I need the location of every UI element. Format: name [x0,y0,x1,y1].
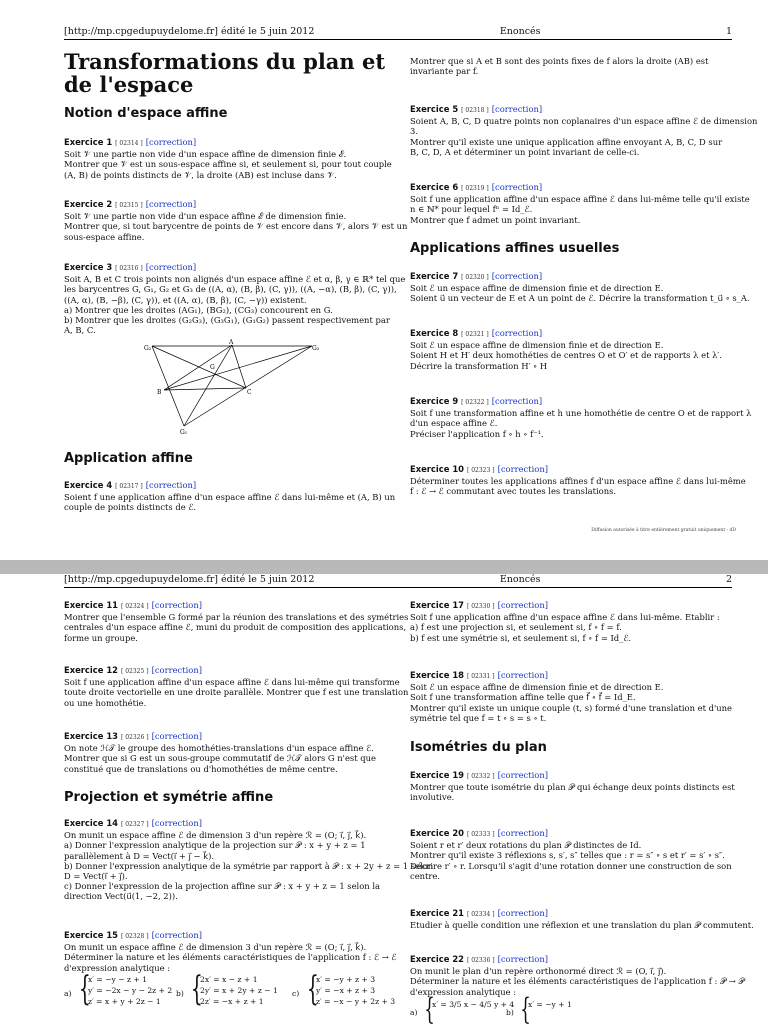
exercise-line: On munit un espace affine ℰ de dimension 3 d'un repère ℛ = (O; i⃗, j⃗, k⃗). [64,830,367,841]
exercise-line: On note ℋ𝒯 le groupe des homothéties-translations d'un espace affine ℰ. [64,743,374,754]
system-c: x′ = −y + z + 3 y′ = −x + z + 3 z′ = −x − y + 2z + 3 [316,974,396,1006]
header-section: Enoncés [499,26,541,37]
exercise-line: D = Vect(i⃗ + j⃗). [64,871,128,882]
brace: { [520,991,531,1027]
exercise-line: f : ℰ → ℰ commutant avec toutes les translations. [410,486,617,497]
exercise-18 [410,670,740,723]
exercise-line: constitué que de translations ou d'homothéties de même centre. [64,763,338,774]
exercise-line: sous-espace affine. [64,231,145,242]
brace: { [78,968,91,1009]
exercise-number: Exercice 19 [410,770,464,780]
exercise-number: Exercice 13 [64,731,118,741]
exercise-code: [ 02336 ] [466,957,495,964]
exercise-number: Exercice 1 [64,137,113,147]
exercise-line: Montrer que f admet un point invariant. [410,214,581,225]
exercise-3 [64,262,406,336]
exercise-line: Déterminer la nature et les éléments caractéristiques de l'application f : 𝒫 → 𝒫 [410,976,745,987]
exercise-line: (A, B) de points distincts de 𝒱, la droite (AB) est incluse dans 𝒱. [64,169,337,180]
exercise-line: b) Montrer que les droites (G₂G₃), (G₃G₁), (G₁G₂) passent respectivement par [64,315,390,326]
exercise-line: Etudier à quelle condition une réflexion et une translation du plan 𝒫 commutent. [410,920,754,931]
exercise-line: ou une homothétie. [64,697,147,708]
exercise-line: On munit un espace affine ℰ de dimension 3 d'un repère ℛ = (O; i⃗, j⃗, k⃗). [64,942,367,953]
figure-label-a: A [229,339,234,346]
correction-link[interactable]: [correction] [145,199,197,209]
header-page-number: 1 [725,26,732,37]
exercise-line: Montrer qu'il existe un unique couple (t, s) formé d'une translation et d'une [410,702,733,713]
exercise-1 [64,137,394,180]
exercise-line: forme un groupe. [64,632,138,643]
exercise-line: Soit 𝒱 une partie non vide d'un espace affine ℰ de dimension finie. [64,211,347,222]
exercise-line: Soient r et r′ deux rotations du plan 𝒫 distinctes de Id. [410,840,642,851]
exercise-number: Exercice 3 [64,262,113,272]
exercise-4 [64,480,394,513]
exercise-number: Exercice 6 [410,182,459,192]
exercise-line: Soit f une transformation affine et h une homothétie de centre O et de rapport λ [410,408,752,419]
correction-link[interactable]: [correction] [497,908,548,918]
exercise-5 [410,104,758,157]
exercise-number: Exercice 2 [64,199,113,209]
exercise-line: b) Donner l'expression analytique de la symétrie par rapport à 𝒫 : x + 2y + z = 1 selon [64,860,434,871]
exercise-code: [ 02316 ] [115,265,143,272]
exercise-7 [410,271,750,304]
exercise-number: Exercice 18 [410,670,464,680]
correction-link[interactable]: [correction] [497,954,548,964]
exercise-line: Soient H et H′ deux homothéties de centres O et O′ et de rapports λ et λ′. [410,350,722,361]
section-heading: Application affine [64,451,193,466]
exercise-line: b) f est une symétrie si, et seulement si, f ∘ f = Id_ℰ. [410,632,632,643]
exercise-code: [ 02334 ] [466,911,495,918]
exercise-line: n ∈ ℕ* pour lequel fⁿ = Id_ℰ. [410,204,533,215]
system-b: x′ = −y + 1 [528,999,572,1009]
exercise-line: Montrer que 𝒱 est un sous-espace affine si, et seulement si, pour tout couple [64,159,392,170]
exercise-line: Préciser l'application f ∘ h ∘ f⁻¹. [410,428,544,439]
exercise-code: [ 02318 ] [461,107,489,114]
exercise-line: Déterminer la nature et les éléments caractéristiques de l'application f : ℰ → ℰ [64,952,397,963]
exercise-line: Soit A, B et C trois points non alignés d'un espace affine ℰ et α, β, γ ∈ ℝ* tel que [64,274,406,285]
exercise-line: Soit f une application affine d'un espace affine ℰ dans lui-même qui transforme [64,677,400,688]
correction-link[interactable]: [correction] [151,665,202,675]
exercise-line: Soit 𝒱 une partie non vide d'un espace affine de dimension finie ℰ. [64,149,347,160]
exercise-code: [ 02314 ] [115,140,143,147]
correction-link[interactable]: [correction] [497,770,548,780]
page-footer: Diffusion autorisée à titre entièrement gratuit uniquement - dD [591,528,736,533]
exercise-code: [ 02330 ] [466,603,495,610]
exercise-line: Montrer que toute isométrie du plan 𝒫 qui échange deux points distincts est [410,782,735,793]
system-tag: c) [292,988,300,998]
exercise-line: B, C, D, A et déterminer un point invariant de celle-ci. [410,146,640,157]
exercise-number: Exercice 10 [410,464,464,474]
exercise-number: Exercice 5 [410,104,459,114]
page-separator [0,560,768,574]
exercise-13 [64,731,394,774]
exercise-line: Montrer que l'ensemble G formé par la réunion des translations et des symétries [64,612,409,623]
exercise-line: A, B, C. [64,325,96,336]
brace: { [190,968,203,1009]
exercise-number: Exercice 11 [64,600,118,610]
exercise-17 [410,600,740,643]
exercise-line: Soient f une application affine d'un espace affine ℰ dans lui-même et (A, B) un [64,492,396,503]
correction-link[interactable]: [correction] [151,600,202,610]
system-tag: a) [64,988,72,998]
exercise-line: Montrer que si A et B sont des points fixes de f alors la droite (AB) est [410,56,709,66]
exercise-12 [64,665,409,708]
exercise-line: d'expression analytique : [64,962,171,973]
exercise-code: [ 02320 ] [461,274,489,281]
exercise-code: [ 02317 ] [115,483,143,490]
brace: { [424,991,435,1027]
exercise-line: centre. [410,870,441,881]
exercise-number: Exercice 12 [64,665,118,675]
exercise-line: direction Vect(u⃗(1, −2, 2)). [64,891,178,902]
exercise-line: Soit ℰ un espace affine de dimension finie et de direction E. [410,340,664,351]
correction-link[interactable]: [correction] [491,104,543,114]
document-title: Transformations du plan et de l'espace [64,49,386,97]
correction-link[interactable]: [correction] [491,182,543,192]
exercise-line: couple de points distincts de ℰ. [64,502,197,513]
exercise-number: Exercice 7 [410,271,459,281]
exercise-code: [ 02331 ] [466,673,495,680]
exercise-10 [410,464,746,497]
figure-label-g2: G₂ [144,345,152,352]
exercise-line: Montrer que, si tout barycentre de points de 𝒱 est encore dans 𝒱, alors 𝒱 est un [64,221,408,232]
header-page-number: 2 [725,574,732,585]
exercise-number: Exercice 15 [64,930,118,940]
page-2 [0,574,768,1027]
correction-link[interactable]: [correction] [491,271,543,281]
exercise-22 [410,954,745,1027]
exercise-number: Exercice 20 [410,828,464,838]
exercise-line: Montrer que si G est un sous-groupe commutatif de ℋ𝒯 alors G n'est que [64,753,376,764]
figure-label-g: G [210,364,215,371]
exercise-line: a) Montrer que les droites (AG₁), (BG₂), (CG₃) concourent en G. [64,304,333,315]
correction-link[interactable]: [correction] [491,396,543,406]
correction-link[interactable]: [correction] [491,328,543,338]
exercise-20 [410,828,740,881]
exercise-line: invariante par f. [410,66,479,77]
exercise-line: On munit le plan d'un repère orthonormé direct ℛ = (O, i⃗, j⃗). [410,966,667,977]
correction-link[interactable]: [correction] [145,137,197,147]
correction-link[interactable]: [correction] [497,464,548,474]
section-heading: Isométries du plan [410,740,547,755]
exercise-code: [ 02323 ] [466,467,495,474]
exercise-line: ((A, α), (B, −β), (C, γ)), et ((A, α), (B, β), (C, −γ)) existent. [64,294,307,305]
exercise-line: Déterminer toutes les applications affines f d'un espace affine ℰ dans lui-même [410,476,746,487]
exercise-number: Exercice 17 [410,600,464,610]
exercise-line: a) f est une projection si, et seulement si, f ∘ f = f. [410,622,622,633]
exercise-code: [ 02322 ] [461,399,489,406]
exercise-line: Montrer qu'il existe une unique application affine envoyant A, B, C, D sur [410,136,723,147]
system-b: 2x′ = x − z + 1 2y′ = x + 2y + z − 1 2z′ = −x + z + 1 [200,974,278,1006]
exercise-line: d'expression analytique : [410,986,517,997]
equation-systems [64,968,396,1012]
exercise-2 [64,199,408,242]
exercise-line: c) Donner l'expression de la projection affine sur 𝒫 : x + y + z = 1 selon la [64,881,381,892]
exercise-6 [410,182,750,225]
exercise-15 [64,930,397,1012]
exercise-code: [ 02324 ] [120,603,149,610]
figure-label-c: C [247,389,252,396]
exercise-code: [ 02328 ] [120,933,149,940]
exercise-line: Soit ℰ un espace affine de dimension finie et de direction E. [410,682,664,693]
section-heading: Notion d'espace affine [64,106,228,121]
exercise-number: Exercice 14 [64,818,118,828]
header-section: Enoncés [499,574,541,585]
correction-link[interactable]: [correction] [497,670,548,680]
page-header [64,574,732,588]
exercise-line: Montrer qu'il existe 3 réflexions s, s′, s″ telles que : r = s″ ∘ s et r′ = s′ ∘ s″. [410,850,725,861]
brace: { [306,968,319,1009]
exercise-code: [ 02332 ] [466,773,495,780]
exercise-line: parallèlement à D = Vect(i⃗ + j⃗ − k⃗). [64,850,215,861]
exercise-code: [ 02333 ] [466,831,495,838]
exercise-code: [ 02315 ] [115,202,143,209]
exercise-9 [410,396,752,439]
header-url: [http://mp.cpgedupuydelome.fr] édité le 5 juin 2012 [64,26,315,37]
exercise-number: Exercice 21 [410,908,464,918]
exercise-line: toute droite vectorielle en une droite parallèle. Montrer que f est une translation [64,687,409,698]
exercise-line: involutive. [410,792,455,803]
figure-label-b: B [157,389,162,396]
exercise-code: [ 02325 ] [120,668,149,675]
exercise-4-continued [410,56,740,76]
figure-label-g3: G₃ [312,345,320,352]
exercise-line: Soit f une transformation affine telle que f⃗ ∘ f⃗ = Id_E. [410,692,636,703]
triangle-figure [140,338,330,438]
exercise-line: Soient A, B, C, D quatre points non coplanaires d'un espace affine ℰ de dimension [410,116,758,127]
section-heading: Projection et symétrie affine [64,790,274,805]
correction-link[interactable]: [correction] [145,262,197,272]
header-url: [http://mp.cpgedupuydelome.fr] édité le 5 juin 2012 [64,574,315,585]
exercise-number: Exercice 9 [410,396,459,406]
exercise-code: [ 02321 ] [461,331,489,338]
correction-link[interactable]: [correction] [151,731,202,741]
system-tag: a) [410,1007,418,1017]
page-header [64,26,732,40]
exercise-line: Soit ℰ un espace affine de dimension finie et de direction E. [410,283,664,294]
figure-label-g1: G₁ [180,429,188,436]
exercise-21 [410,908,754,931]
system-tag: b) [176,988,184,998]
exercise-19 [410,770,740,803]
system-a: x′ = 3/5 x − 4/5 y + 4 [432,999,515,1009]
system-tag: b) [506,1007,514,1017]
exercise-line: a) Donner l'expression analytique de la projection sur 𝒫 : x + y + z = 1 [64,840,366,851]
section-heading: Applications affines usuelles [410,241,620,256]
exercise-number: Exercice 22 [410,954,464,964]
exercise-11 [64,600,409,643]
exercise-code: [ 02327 ] [120,821,149,828]
document-title-block [64,50,394,96]
correction-link[interactable]: [correction] [497,828,548,838]
system-a: x′ = −y − z + 1 y′ = −2x − y − 2z + 2 z′ = x + y + 2z − 1 [88,974,173,1006]
exercise-line: Décrire r′ ∘ r. Lorsqu'il s'agit d'une rotation donner une construction de son [410,860,732,871]
exercise-line: Décrire la transformation H′ ∘ H [410,360,548,371]
exercise-line: d'un espace affine ℰ. [410,418,498,429]
exercise-line: centrales d'un espace affine ℰ, muni du produit de composition des applications, [64,622,407,633]
exercise-line: 3. [410,126,418,137]
exercise-8 [410,328,740,371]
exercise-number: Exercice 4 [64,480,113,490]
exercise-line: symétrie tel que f = t ∘ s = s ∘ t. [410,712,547,723]
correction-link[interactable]: [correction] [151,818,202,828]
exercise-number: Exercice 8 [410,328,459,338]
exercise-code: [ 02319 ] [461,185,489,192]
exercise-line: les barycentres G, G₁, G₂ et G₃ de ((A, α), (B, β), (C, γ)), ((A, −α), (B, β), (C, γ)), [64,284,397,295]
correction-link[interactable]: [correction] [497,600,548,610]
exercise-line: Soient u⃗ un vecteur de E et A un point de ℰ. Décrire la transformation t_u⃗ ∘ s_A. [410,293,750,304]
correction-link[interactable]: [correction] [151,930,202,940]
exercise-line: Soit f une application affine d'un espace affine ℰ dans lui-même. Etablir : [410,612,720,623]
correction-link[interactable]: [correction] [145,480,197,490]
exercise-code: [ 02326 ] [120,734,149,741]
exercise-line: Soit f une application affine d'un espace affine ℰ dans lui-même telle qu'il existe [410,194,750,205]
